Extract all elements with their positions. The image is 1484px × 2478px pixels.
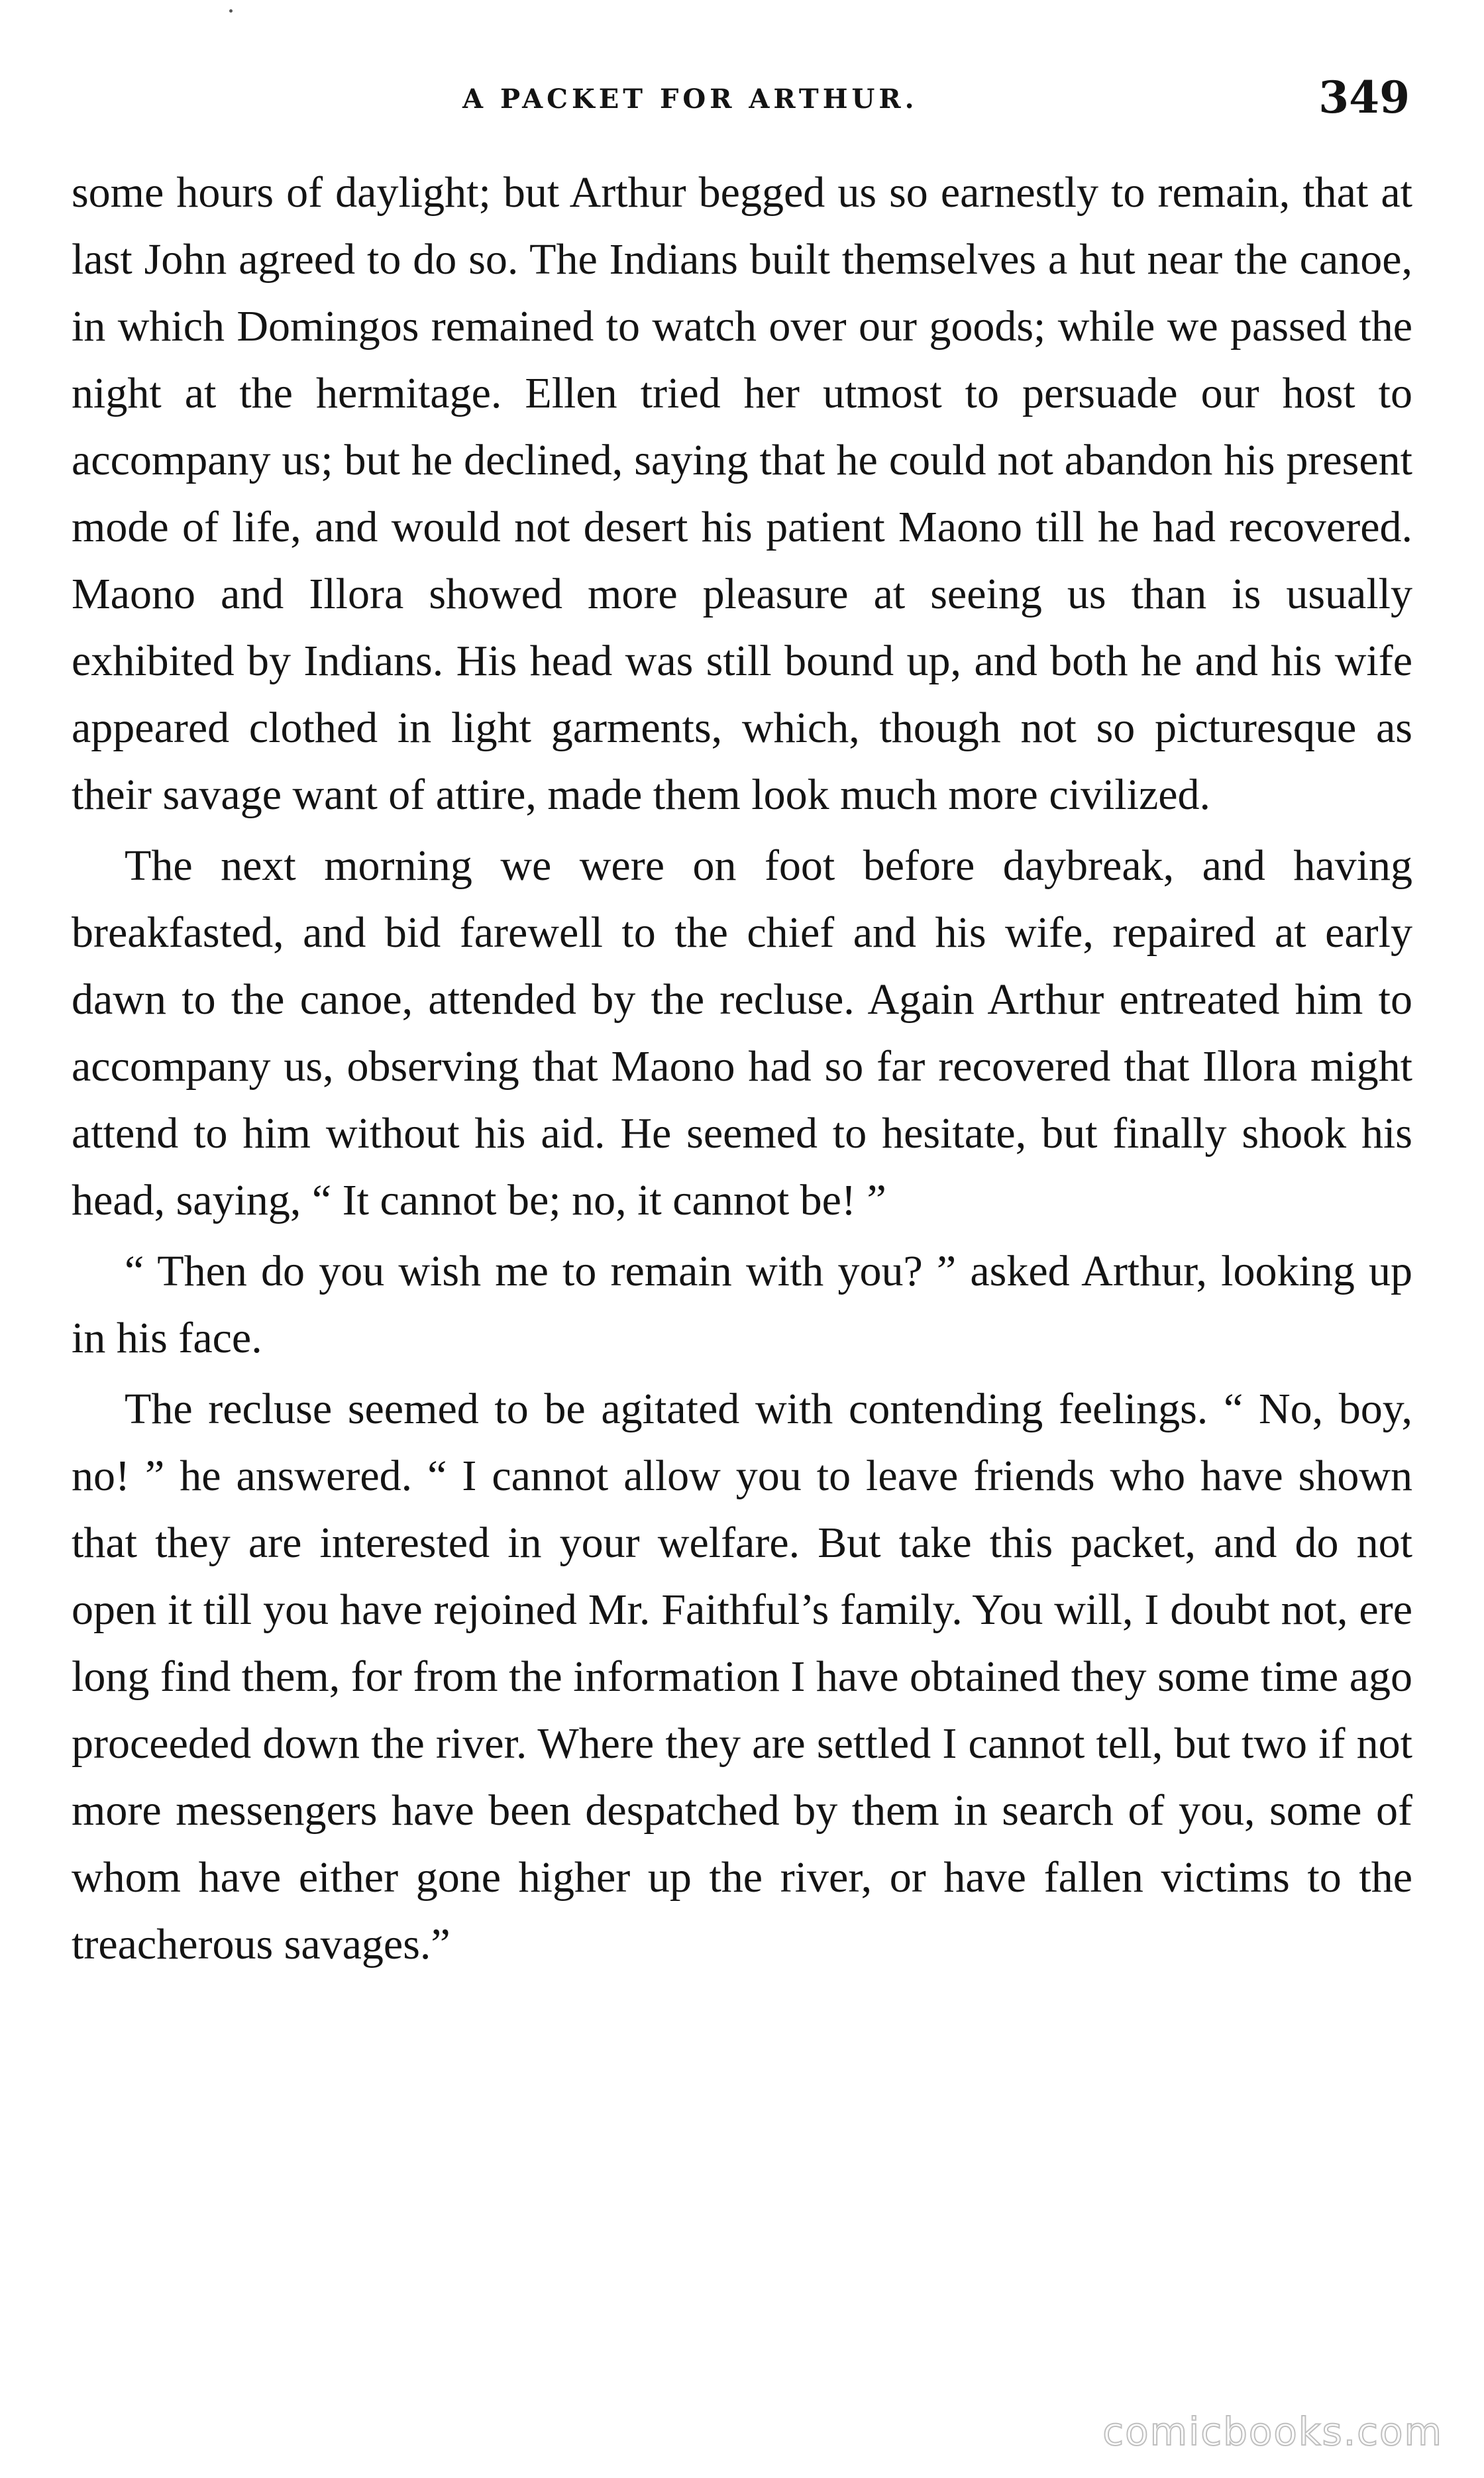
paragraph-continued: some hours of daylight; but Arthur begged us so earnestly to remain, that at last John agreed to do so. The Indians built themselves a hut near the canoe, in which Domingos remained to watch over our goods; while we passed the night at the hermitage. Ellen tried her utmost to persuade our host to accompany us; but he declined, saying that he could not abandon his present mode of life, and would not desert his patient Maono till he had recovered. Maono and Illora showed more pleasure at seeing us than is usually exhibited by Indians. His head was still bound up, and both he and his wife appeared clothed in light garments, which, though not so picturesque as their savage want of attire, made them look much more civilized. bbox=[72, 168, 1412, 819]
running-header bbox=[72, 72, 1410, 131]
running-title: A PACKET FOR ARTHUR. bbox=[462, 83, 918, 115]
body-text bbox=[72, 159, 1412, 1982]
paragraph: “ Then do you wish me to remain with you? ” asked Arthur, looking up in his face. bbox=[72, 1247, 1412, 1362]
print-speck bbox=[229, 9, 233, 13]
paragraph: The recluse seemed to be agitated with contending feelings. “ No, boy, no! ” he answered. “ I cannot allow you to leave friends who have shown that they are interested in your welfare. But take this packet, and do not open it till you have rejoined Mr. Faithful’s family. You will, I doubt not, ere long find them, for from the information I have obtained they some time ago proceeded down the river. Where they are settled I cannot tell, but two if not more messengers have been despatched by them in search of you, some of whom have either gone higher up the river, or have fallen victims to the treacherous savages.” bbox=[72, 1385, 1412, 1968]
watermark: comicbooks.com bbox=[1102, 2409, 1443, 2454]
paragraph: The next morning we were on foot before daybreak, and having breakfasted, and bid farewell to the chief and his wife, repaired at early dawn to the canoe, attended by the recluse. Again Arthur entreated him to accompany us, observing that Maono had so far recovered that Illora might attend to him without his aid. He seemed to hesitate, but finally shook his head, saying, “ It cannot be; no, it cannot be! ” bbox=[72, 841, 1412, 1224]
page-number: 349 bbox=[1318, 72, 1410, 123]
